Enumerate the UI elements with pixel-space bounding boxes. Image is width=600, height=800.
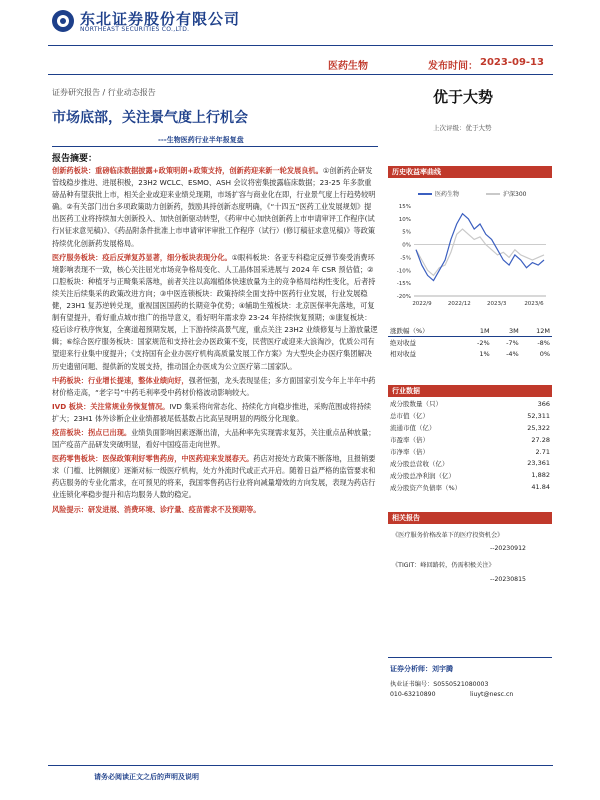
row-label: 绝对收益 (390, 339, 416, 347)
related-report-link[interactable]: 《TIGIT：峰回路转，仍需积极关注》 (392, 562, 495, 569)
x-tick-label: 2023/3 (486, 301, 507, 307)
table-row (388, 410, 552, 422)
legend-label: 沪深300 (503, 191, 527, 198)
row-value: 2.71 (535, 447, 550, 456)
header-divider-2 (48, 74, 553, 75)
title-divider (52, 146, 378, 147)
row-value: 27.28 (531, 435, 550, 444)
table-row (388, 398, 552, 410)
row-value: -2% (476, 338, 490, 347)
x-tick-label: 2022/9 (412, 301, 432, 307)
summary-body (52, 165, 378, 518)
analyst-email[interactable]: liuyt@nesc.cn (470, 691, 514, 698)
row-value: 52,311 (527, 411, 550, 420)
summary-title: 报告摘要： (52, 154, 98, 164)
paragraph-text: ①创新药企研发管线稳步推进、进展积极，23H2 WCLC、ESMO、ASH 会议将密集披露临床数据；23-25 年多款重磅品种有望获批上市，相关企业或迎来业绩兑现期，市场扩容与商业化在即，行业景气度上行趋势较明确。②有关部门出台多项政策助力创新药，鼓励具持创新态度明确，《“十四五”医药工业发展规划》提出医药工业将持续加大创新投入、加快创新驱动转型，《药审中心加快创新药上市申请审评工作程序(试行)(征求意见稿)》、《药品附条件批准上市申请审评审批工作程序（试行）(修订稿征求意见稿)》等政策持续优化创新药发展格局。 (52, 166, 376, 248)
table-header-cell: 3M (509, 326, 519, 335)
row-value: 1% (479, 349, 490, 358)
analyst-license: 执业证书编号：S0550521080003 (390, 681, 489, 688)
paragraph-text: ①眼科板块：各亚专科稳定反弹节奏受消费环境影响表现不一致，核心关注屈光市场竞争格局变化、人工晶体国采进展与 2024 年 CSR 预估值；②口腔板块：种植牙与正畸集采落地，前者关注以高端植体快速放量为主的竞争格局结构性变化，后者持续关注后续集采的政策改进方向；③中医连锁板块：政策持续全面支持中医药行业发展，行业发展稳健，23H1 复苏逆转兑现，重视国医国药的长期竞争优势；④辅助生殖板块：北京医保率先落地，可复制有望提升，看好重点城市推广的指导意义，看好明年需求券 23-24 年持续恢复预期；⑤康复板块：疫后诊疗秩序恢复，全赛道超预期发展，上下游持续高景气度，重点关注 23H2 业绩修复与上游放量逻辑；⑥综合医疗服务板块：国家规范和支持社会办医政策不变，民营医疗或迎来大浪淘沙，优质公司有望迎来行业集中度提升；《支持国有企业办医疗机构高质量发展工作方案》为大型央企办医疗集团解决历史遗留问题、提供新的发展支持，推动国企办医成为公立医疗第二国家队。 (52, 252, 378, 371)
table-row (388, 337, 552, 349)
y-tick-label: 10% (398, 216, 411, 223)
footer-disclaimer: 请务必阅读正文之后的声明及说明 (94, 773, 199, 781)
industry-table (388, 398, 552, 493)
table-row (388, 469, 552, 481)
y-tick-label: -20% (396, 294, 411, 300)
previous-rating: 上次评级：优于大势 (433, 124, 492, 132)
related-report-link[interactable]: 《医疗服务价格改革下的医疗投资机会》 (392, 532, 504, 539)
x-tick-label: 2023/6 (524, 301, 544, 307)
legend-label: 医药生物 (435, 191, 460, 198)
paragraph-ivd (52, 401, 378, 425)
row-value: -8% (537, 338, 550, 347)
row-value: -7% (506, 338, 519, 347)
y-tick-label: -15% (396, 281, 411, 288)
paragraph-text: IVD 集采将向常态化、持续化方向稳步推进，采购范围或将持续扩大；23H1 体外诊断企业业绩都被尾低基数占比高呈现明显的两级分化现象。 (52, 401, 372, 423)
y-tick-label: 15% (398, 204, 411, 210)
return-chart (388, 186, 552, 312)
paragraph-vaccine (52, 427, 378, 451)
paragraph-lead: 医药零售板块：医保政策利好零售药房，中医药迎来发展春天。 (52, 454, 254, 464)
y-tick-label: -10% (396, 268, 411, 275)
table-row (388, 348, 552, 359)
paragraph-retail (52, 453, 378, 501)
company-name-en: NORTHEAST SECURITIES CO.,LTD. (80, 26, 190, 33)
row-value: 25,322 (527, 423, 550, 432)
publish-label: 发布时间： (428, 61, 478, 72)
industry-title-bar: 行业数据 (388, 385, 552, 397)
row-label: 成分股总营收（亿） (390, 459, 449, 468)
paragraph-text: 业绩负面影响因素逐渐出清，大品种率先实现需求复苏，关注重点品种放量；国产疫苗产品研发突破明显，看好中国疫苗走向世界。 (52, 427, 376, 450)
related-title-bar: 相关报告 (388, 512, 552, 524)
series-line (416, 229, 544, 275)
row-label: 成分股资产负债率（%） (390, 483, 462, 492)
paragraph-risk (52, 504, 378, 516)
table-row (388, 422, 552, 434)
paragraph-text: 强者恒强，龙头表现显佳；多方面国家引发今年上半年中药材价格走高，“老字号”中药毛利率受中药材价格波动影响较大。 (52, 375, 376, 397)
x-tick-label: 2022/12 (447, 301, 471, 307)
paragraph-innovative-drugs (52, 165, 378, 250)
industry-category: 医药生物 (328, 61, 368, 72)
logo-icon (52, 10, 74, 32)
chart-title-bar: 历史收益率曲线 (388, 166, 552, 178)
table-header-cell: 12M (536, 326, 550, 335)
analyst-divider (388, 657, 552, 658)
paragraph-text: 药店对接处方政策不断落地，且报销要求（门槛、比例额度）逐渐对标一级医疗机构，处方外流时代或正式开启。随着日益严格的监管要求和药店服务的专业化需求，在可预见的将来，我国零售药店行业将向减量增效的方向发展，表现为药店行业连锁化率稳步提升和店均服务人数的稳定。 (52, 454, 376, 500)
table-row (388, 434, 552, 446)
analyst-name: 证券分析师：刘宇腾 (390, 665, 453, 673)
table-header-row (388, 325, 552, 337)
footer-divider (48, 765, 553, 766)
row-value: 41.84 (531, 483, 550, 492)
row-label: 市净率（倍） (390, 448, 429, 456)
paragraph-lead: 医疗服务板块：疫后反弹复苏显著，细分板块表现分化。 (52, 252, 232, 262)
y-tick-label: 5% (402, 229, 411, 236)
table-row (388, 457, 552, 469)
y-tick-label: -5% (400, 255, 411, 262)
performance-table (388, 325, 552, 359)
row-label: 成分股数量（只） (390, 400, 442, 409)
paragraph-lead: 中药板块：行业增长提速，整体业绩向好， (52, 375, 189, 385)
related-report-date: --20230815 (490, 576, 526, 583)
report-subtitle: ---生物医药行业半年报复盘 (158, 136, 244, 144)
related-report-date: --20230912 (490, 545, 526, 552)
paragraph-tcm (52, 375, 378, 399)
rating: 优于大势 (433, 88, 494, 106)
paragraph-medical-services (52, 252, 378, 373)
company-name-cn: 东北证券股份有限公司 (80, 10, 241, 28)
paragraph-lead: IVD 板块：关注常规业务恢复情况。 (52, 401, 170, 411)
paragraph-lead: 风险提示：研发进展、消费环境、诊疗量、疫苗需求不及预期等。 (52, 504, 261, 514)
table-header-cell: 涨跌幅（%） (390, 327, 429, 335)
series-line (416, 214, 544, 281)
paragraph-lead: 创新药板块：重磅临床数据披露+政策明朗+政策支持，创新药迎来新一轮发展良机。 (52, 166, 323, 175)
row-value: -4% (506, 349, 519, 358)
row-value: 23,361 (527, 459, 550, 468)
row-value: 0% (539, 349, 550, 358)
y-tick-label: 0% (402, 242, 411, 249)
paragraph-lead: 疫苗板块：拐点已出现。 (52, 427, 132, 437)
row-label: 总市值（亿） (390, 412, 429, 421)
publish-date: 2023-09-13 (480, 57, 544, 68)
row-label: 流通市值（亿） (390, 424, 436, 433)
table-row (388, 446, 552, 458)
table-row (388, 481, 552, 493)
row-label: 市盈率（倍） (390, 436, 429, 445)
row-label: 相对收益 (390, 350, 416, 358)
row-value: 1,882 (531, 471, 550, 480)
report-title: 市场底部，关注景气度上行机会 (52, 110, 248, 126)
row-value: 366 (537, 399, 550, 408)
analyst-phone: 010-63210890 (390, 691, 436, 698)
header-divider (48, 45, 553, 46)
table-header-cell: 1M (479, 326, 490, 335)
row-label: 成分股总净利润（亿） (390, 471, 455, 480)
breadcrumb: 证券研究报告 / 行业动态报告 (52, 88, 156, 97)
